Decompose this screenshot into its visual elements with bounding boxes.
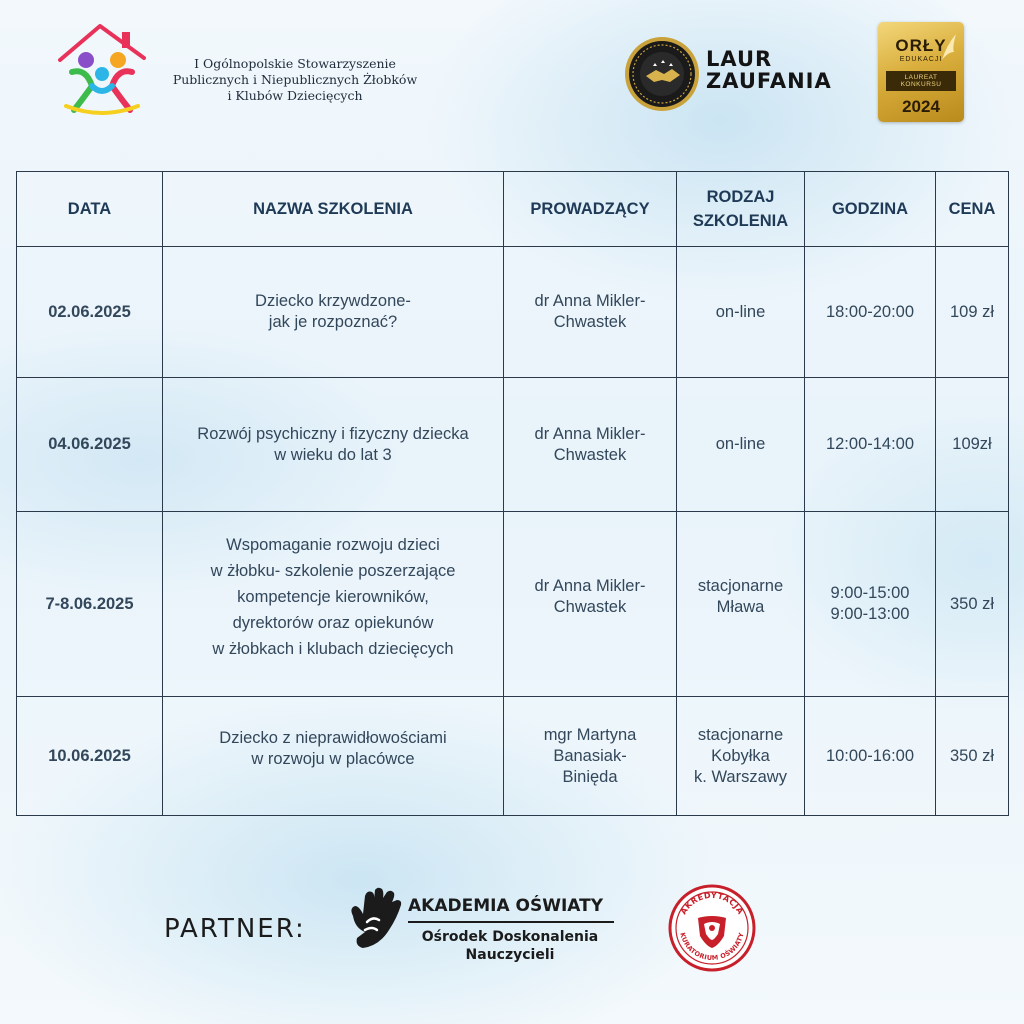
trainer-line: Binięda — [562, 767, 618, 786]
orly-subtitle: EDUKACJI — [899, 56, 943, 63]
trainer-line: dr Anna Mikler- — [534, 424, 646, 443]
hours-line: 12:00-14:00 — [825, 435, 915, 453]
academy-divider — [408, 921, 614, 923]
trainer-line: Chwastek — [553, 313, 627, 331]
academy-subtitle-line: Nauczycieli — [465, 947, 555, 963]
table-row — [17, 512, 1009, 697]
hours-line: 18:00-20:00 — [825, 302, 915, 321]
trainer-cell — [504, 697, 677, 816]
laur-line: ZAUFANIA — [706, 69, 832, 93]
header-type-line: RODZAJ — [706, 188, 775, 206]
trainer-line: Chwastek — [553, 445, 627, 464]
academy-subtitle — [404, 928, 616, 964]
trainer-line: mgr Martyna — [543, 725, 637, 744]
orly-laureate-bar: LAUREAT KONKURSU — [886, 71, 956, 91]
kuratorium-accreditation-seal — [668, 884, 756, 972]
header-trainer: PROWADZĄCY — [504, 172, 677, 247]
organization-name-line: I Ogólnopolskie Stowarzyszenie — [194, 56, 396, 71]
training-name-line: Dziecko z nieprawidłowościami — [219, 729, 447, 747]
eagle-wing-icon — [940, 32, 958, 62]
training-name-line: jak je rozpoznać? — [268, 313, 398, 331]
hours-cell — [805, 697, 936, 816]
house-family-logo — [52, 20, 152, 118]
trainer-line: Chwastek — [553, 598, 627, 616]
organization-name — [160, 56, 430, 104]
partner-label: PARTNER: — [164, 914, 306, 944]
price-cell: 109zł — [936, 378, 1009, 512]
trainer-cell — [504, 512, 677, 697]
price-cell: 350 zł — [936, 512, 1009, 697]
training-name-line: w żłobku- szkolenie poszerzające — [210, 562, 456, 580]
training-name-line: Dziecko krzywdzone- — [255, 292, 411, 310]
training-name-cell — [163, 378, 504, 512]
training-schedule-table — [16, 171, 1009, 816]
training-type-cell — [677, 247, 805, 378]
header-type-line: SZKOLENIA — [692, 212, 789, 230]
orly-year: 2024 — [902, 97, 940, 116]
training-type-line: stacjonarne — [697, 725, 784, 744]
training-name-line: dyrektorów oraz opiekunów — [232, 614, 434, 632]
hours-line: 9:00-15:00 — [830, 584, 910, 602]
trainer-line: Banasiak- — [553, 746, 627, 765]
training-name-cell — [163, 697, 504, 816]
organization-name-line: Publicznych i Niepublicznych Żłobków — [172, 72, 418, 87]
laur-zaufania-wordmark — [706, 48, 832, 92]
table-row — [17, 378, 1009, 512]
training-type-line: k. Warszawy — [694, 767, 787, 786]
trainer-cell — [504, 247, 677, 378]
training-type-line: stacjonarne — [697, 577, 784, 595]
seal-text-top: AKREDYTACJA — [678, 890, 746, 917]
date-cell: 04.06.2025 — [17, 378, 163, 512]
hours-line: 9:00-13:00 — [830, 605, 910, 623]
date-cell: 02.06.2025 — [17, 247, 163, 378]
training-name-cell — [163, 247, 504, 378]
training-name-line: kompetencje kierowników, — [237, 588, 429, 606]
training-type-line: Mława — [716, 598, 765, 616]
price-cell: 109 zł — [936, 247, 1009, 378]
organization-name-line: i Klubów Dziecięcych — [227, 88, 363, 103]
header-hours: GODZINA — [805, 172, 936, 247]
training-type-line: on-line — [715, 435, 766, 453]
training-type-line: on-line — [715, 302, 766, 321]
table-row — [17, 247, 1009, 378]
orly-edukacji-badge — [878, 22, 964, 122]
trainer-line: dr Anna Mikler- — [534, 292, 646, 310]
training-name-line: w wieku do lat 3 — [274, 445, 392, 464]
header-date: DATA — [17, 172, 163, 247]
trainer-cell — [504, 378, 677, 512]
training-type-cell — [677, 697, 805, 816]
training-name-line: Wspomaganie rozwoju dzieci — [226, 536, 440, 554]
header-price: CENA — [936, 172, 1009, 247]
laur-line: LAUR — [706, 47, 773, 71]
price-cell: 350 zł — [936, 697, 1009, 816]
training-name-line: w rozwoju w placówce — [251, 750, 415, 768]
header-training-type — [677, 172, 805, 247]
orly-title: ORŁY — [895, 36, 947, 55]
training-type-cell — [677, 378, 805, 512]
training-name-line: Rozwój psychiczny i fizyczny dziecka — [197, 424, 469, 443]
seal-text-bottom: KURATORIUM OŚWIATY — [678, 931, 746, 963]
hours-cell — [805, 247, 936, 378]
training-type-line: Kobyłka — [711, 746, 770, 765]
date-cell: 7-8.06.2025 — [17, 512, 163, 697]
training-name-line: w żłobkach i klubach dziecięcych — [212, 640, 454, 658]
academy-title: AKADEMIA OŚWIATY — [408, 896, 604, 916]
table-row — [17, 697, 1009, 816]
hours-cell — [805, 378, 936, 512]
date-cell: 10.06.2025 — [17, 697, 163, 816]
trainer-line: dr Anna Mikler- — [534, 577, 646, 595]
academy-subtitle-line: Ośrodek Doskonalenia — [421, 929, 599, 945]
hours-line: 10:00-16:00 — [825, 746, 915, 765]
hours-cell — [805, 512, 936, 697]
training-name-cell — [163, 512, 504, 697]
hand-icon — [345, 886, 405, 952]
training-type-cell — [677, 512, 805, 697]
table-header-row — [17, 172, 1009, 247]
header-training-name: NAZWA SZKOLENIA — [163, 172, 504, 247]
handshake-seal-icon — [624, 36, 700, 112]
